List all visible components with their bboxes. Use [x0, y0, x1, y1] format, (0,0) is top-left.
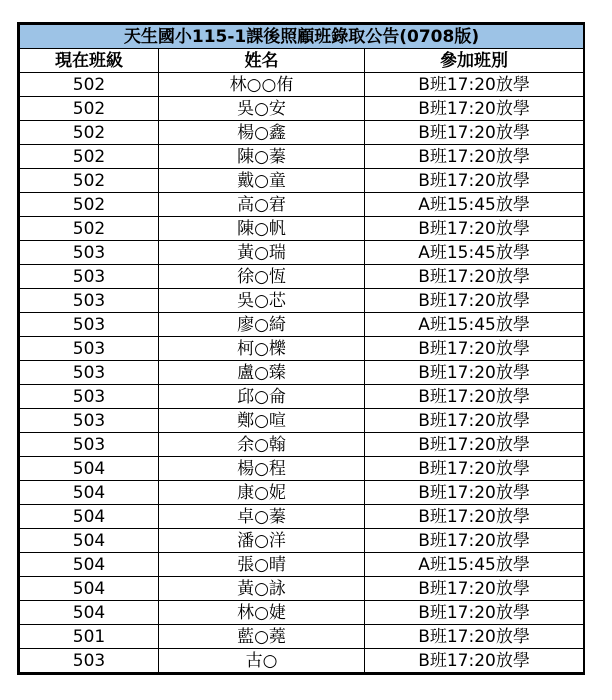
- name-cell: 徐○恆: [159, 265, 365, 289]
- class-cell: 502: [20, 193, 159, 217]
- class-cell: 503: [20, 313, 159, 337]
- class-cell: 504: [20, 481, 159, 505]
- session-cell: A班15:45放學: [365, 193, 584, 217]
- name-cell: 古○: [159, 649, 365, 673]
- class-cell: 504: [20, 601, 159, 625]
- name-cell: 盧○臻: [159, 361, 365, 385]
- name-cell: 柯○櫟: [159, 337, 365, 361]
- table-row: [20, 385, 584, 409]
- session-cell: A班15:45放學: [365, 313, 584, 337]
- table-row: [20, 265, 584, 289]
- session-cell: B班17:20放學: [365, 457, 584, 481]
- table-row: [20, 241, 584, 265]
- name-cell: 廖○綺: [159, 313, 365, 337]
- table-row: [20, 361, 584, 385]
- session-cell: B班17:20放學: [365, 289, 584, 313]
- name-cell: 戴○童: [159, 169, 365, 193]
- table-row: [20, 145, 584, 169]
- session-cell: B班17:20放學: [365, 145, 584, 169]
- session-cell: B班17:20放學: [365, 409, 584, 433]
- class-cell: 502: [20, 169, 159, 193]
- class-cell: 502: [20, 121, 159, 145]
- table-title: 天生國小115-1課後照顧班錄取公告(0708版): [20, 25, 584, 49]
- table-row: [20, 193, 584, 217]
- name-cell: 林○婕: [159, 601, 365, 625]
- table-row: [20, 601, 584, 625]
- table-row: [20, 73, 584, 97]
- session-cell: B班17:20放學: [365, 625, 584, 649]
- table-row: [20, 433, 584, 457]
- table-row: [20, 529, 584, 553]
- name-cell: 高○宭: [159, 193, 365, 217]
- class-cell: 504: [20, 505, 159, 529]
- column-header-session: 參加班別: [365, 49, 584, 73]
- name-cell: 康○妮: [159, 481, 365, 505]
- table-body: [20, 73, 584, 673]
- session-cell: A班15:45放學: [365, 241, 584, 265]
- class-cell: 504: [20, 553, 159, 577]
- session-cell: B班17:20放學: [365, 649, 584, 673]
- column-header-name: 姓名: [159, 49, 365, 73]
- name-cell: 楊○程: [159, 457, 365, 481]
- class-cell: 502: [20, 73, 159, 97]
- session-cell: B班17:20放學: [365, 505, 584, 529]
- session-cell: B班17:20放學: [365, 337, 584, 361]
- session-cell: B班17:20放學: [365, 601, 584, 625]
- name-cell: 鄭○喧: [159, 409, 365, 433]
- table-row: [20, 505, 584, 529]
- table-row: [20, 289, 584, 313]
- class-cell: 504: [20, 529, 159, 553]
- session-cell: B班17:20放學: [365, 577, 584, 601]
- table-row: [20, 577, 584, 601]
- class-cell: 501: [20, 625, 159, 649]
- session-cell: A班15:45放學: [365, 553, 584, 577]
- class-cell: 502: [20, 217, 159, 241]
- table-row: [20, 169, 584, 193]
- name-cell: 潘○洋: [159, 529, 365, 553]
- class-cell: 503: [20, 289, 159, 313]
- session-cell: B班17:20放學: [365, 361, 584, 385]
- name-cell: 陳○帆: [159, 217, 365, 241]
- table-row: [20, 649, 584, 673]
- session-cell: B班17:20放學: [365, 265, 584, 289]
- admission-table: [19, 24, 584, 673]
- table-row: [20, 217, 584, 241]
- session-cell: B班17:20放學: [365, 481, 584, 505]
- admission-notice-sheet: [17, 22, 585, 675]
- header-row: [20, 49, 584, 73]
- session-cell: B班17:20放學: [365, 385, 584, 409]
- table-row: [20, 625, 584, 649]
- session-cell: B班17:20放學: [365, 121, 584, 145]
- name-cell: 陳○蓁: [159, 145, 365, 169]
- name-cell: 卓○蓁: [159, 505, 365, 529]
- name-cell: 吳○芯: [159, 289, 365, 313]
- name-cell: 邱○侖: [159, 385, 365, 409]
- name-cell: 黃○瑞: [159, 241, 365, 265]
- class-cell: 503: [20, 409, 159, 433]
- table-row: [20, 313, 584, 337]
- session-cell: B班17:20放學: [365, 217, 584, 241]
- class-cell: 503: [20, 241, 159, 265]
- name-cell: 林○○侑: [159, 73, 365, 97]
- table-row: [20, 337, 584, 361]
- class-cell: 502: [20, 97, 159, 121]
- title-row: [20, 25, 584, 49]
- class-cell: 503: [20, 385, 159, 409]
- table-row: [20, 457, 584, 481]
- class-cell: 503: [20, 433, 159, 457]
- table-row: [20, 121, 584, 145]
- session-cell: B班17:20放學: [365, 97, 584, 121]
- name-cell: 楊○鑫: [159, 121, 365, 145]
- column-header-class: 現在班級: [20, 49, 159, 73]
- session-cell: B班17:20放學: [365, 73, 584, 97]
- table-row: [20, 97, 584, 121]
- name-cell: 張○晴: [159, 553, 365, 577]
- class-cell: 503: [20, 337, 159, 361]
- session-cell: B班17:20放學: [365, 529, 584, 553]
- class-cell: 503: [20, 361, 159, 385]
- name-cell: 藍○蕘: [159, 625, 365, 649]
- class-cell: 503: [20, 265, 159, 289]
- class-cell: 503: [20, 649, 159, 673]
- session-cell: B班17:20放學: [365, 433, 584, 457]
- table-row: [20, 409, 584, 433]
- class-cell: 504: [20, 577, 159, 601]
- table-row: [20, 481, 584, 505]
- class-cell: 502: [20, 145, 159, 169]
- name-cell: 黃○詠: [159, 577, 365, 601]
- name-cell: 余○翰: [159, 433, 365, 457]
- session-cell: B班17:20放學: [365, 169, 584, 193]
- name-cell: 吳○安: [159, 97, 365, 121]
- table-row: [20, 553, 584, 577]
- class-cell: 504: [20, 457, 159, 481]
